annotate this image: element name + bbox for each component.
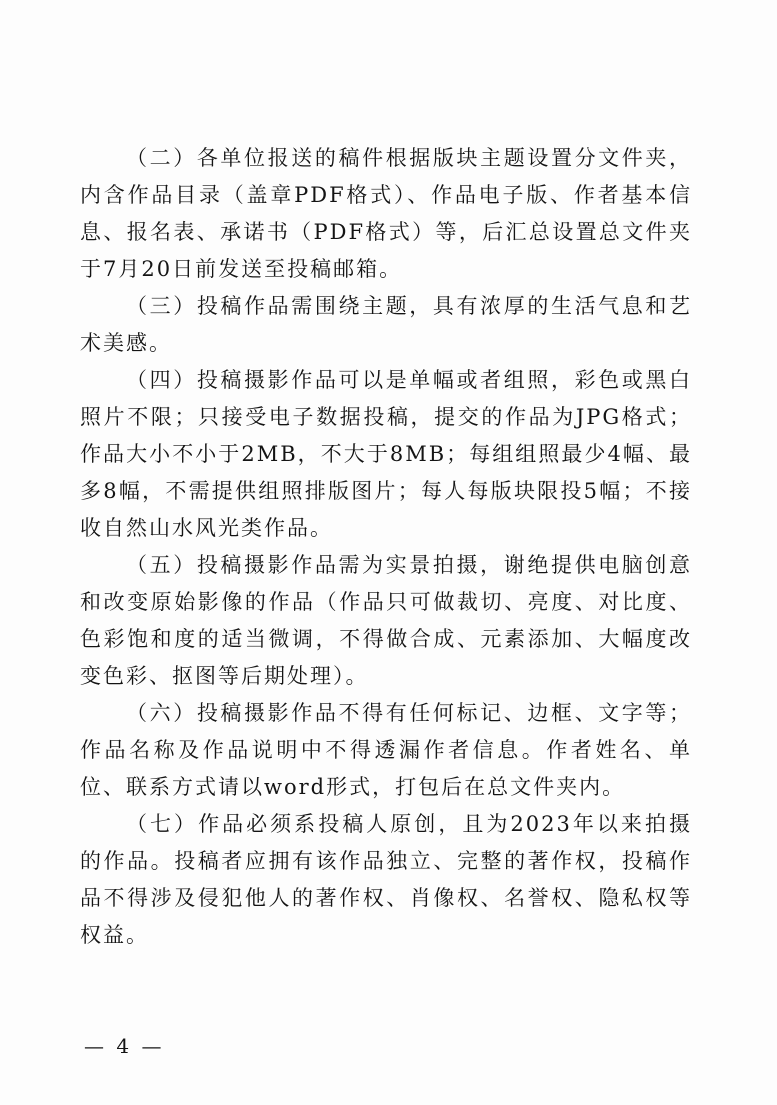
page-number: — 4 —: [84, 1034, 165, 1058]
document-body: [80, 140, 692, 954]
paragraph-7: （七）作品必须系投稿人原创，且为2023年以来拍摄的作品。投稿者应拥有该作品独立、完整的著作权，投稿作品不得涉及侵犯他人的著作权、肖像权、名誉权、隐私权等权益。: [80, 812, 692, 947]
paragraph-2: （二）各单位报送的稿件根据版块主题设置分文件夹，内含作品目录（盖章PDF格式）、作品电子版、作者基本信息、报名表、承诺书（PDF格式）等，后汇总设置总文件夹于7月20日前发送至投稿邮箱。: [80, 146, 692, 281]
paragraph-4: （四）投稿摄影作品可以是单幅或者组照，彩色或黑白照片不限；只接受电子数据投稿，提交的作品为JPG格式；作品大小不小于2MB，不大于8MB；每组组照最少4幅、最多8幅，不需提供组照排版图片；每人每版块限投5幅；不接收自然山水风光类作品。: [80, 368, 692, 540]
paragraph-3: （三）投稿作品需围绕主题，具有浓厚的生活气息和艺术美感。: [80, 294, 692, 355]
paragraph-6: （六）投稿摄影作品不得有任何标记、边框、文字等；作品名称及作品说明中不得透漏作者信息。作者姓名、单位、联系方式请以word形式，打包后在总文件夹内。: [80, 701, 692, 799]
paragraph-5: （五）投稿摄影作品需为实景拍摄，谢绝提供电脑创意和改变原始影像的作品（作品只可做裁切、亮度、对比度、色彩饱和度的适当微调，不得做合成、元素添加、大幅度改变色彩、抠图等后期处理）。: [80, 553, 692, 688]
